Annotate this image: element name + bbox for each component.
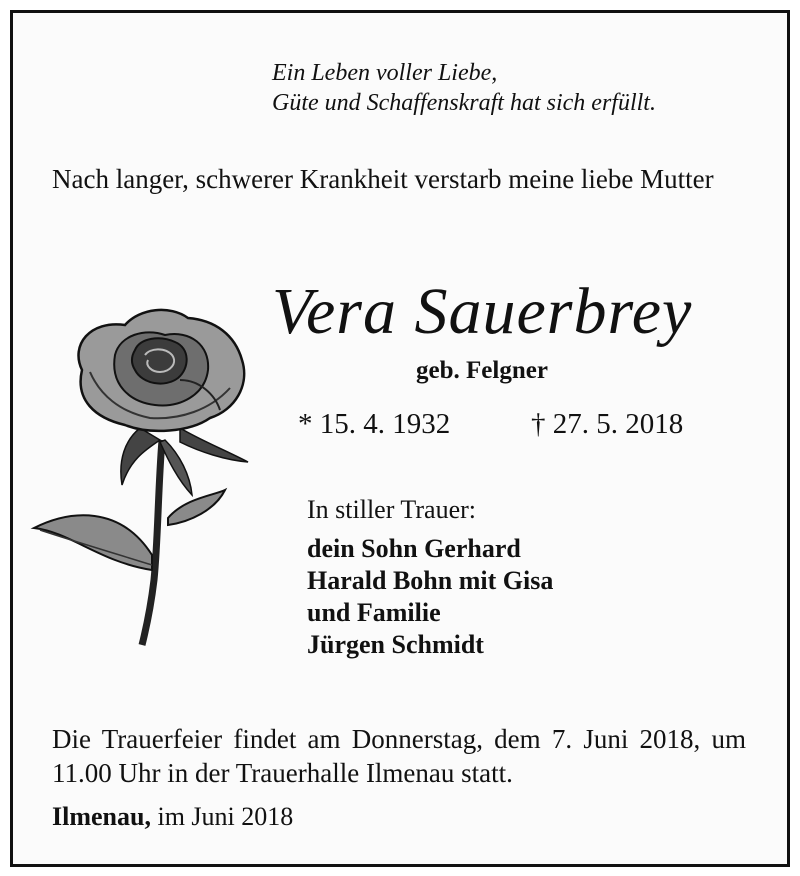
closing-date: im Juni 2018 xyxy=(157,802,294,831)
intro-text: Nach langer, schwerer Krankheit verstarb meine liebe Mutter xyxy=(52,164,714,194)
place-date-line xyxy=(52,800,293,834)
maiden-name: geb. Felgner xyxy=(416,357,548,384)
motto-line-1: Ein Leben voller Liebe, xyxy=(272,60,498,86)
rose-icon xyxy=(30,300,255,650)
birth-date: * 15. 4. 1932 xyxy=(298,408,451,440)
deceased-name: Vera Sauerbrey xyxy=(272,275,693,348)
mourner-name: Harald Bohn mit Gisa xyxy=(307,566,554,595)
motto xyxy=(272,58,656,118)
mourner-name: dein Sohn Gerhard xyxy=(307,534,521,563)
mourner-name: Jürgen Schmidt xyxy=(307,630,484,659)
ceremony-text: Die Trauerfeier findet am Donnerstag, dem 7. Juni 2018, um 11.00 Uhr in der Trauerhalle Ilmenau statt. xyxy=(52,724,746,788)
mourners-list xyxy=(307,533,553,661)
motto-line-2: Güte und Schaffenskraft hat sich erfüllt. xyxy=(272,90,656,116)
mourner-name: und Familie xyxy=(307,598,441,627)
mourning-heading: In stiller Trauer: xyxy=(307,495,476,524)
death-date: † 27. 5. 2018 xyxy=(531,408,684,440)
place-name: Ilmenau, xyxy=(52,802,151,831)
